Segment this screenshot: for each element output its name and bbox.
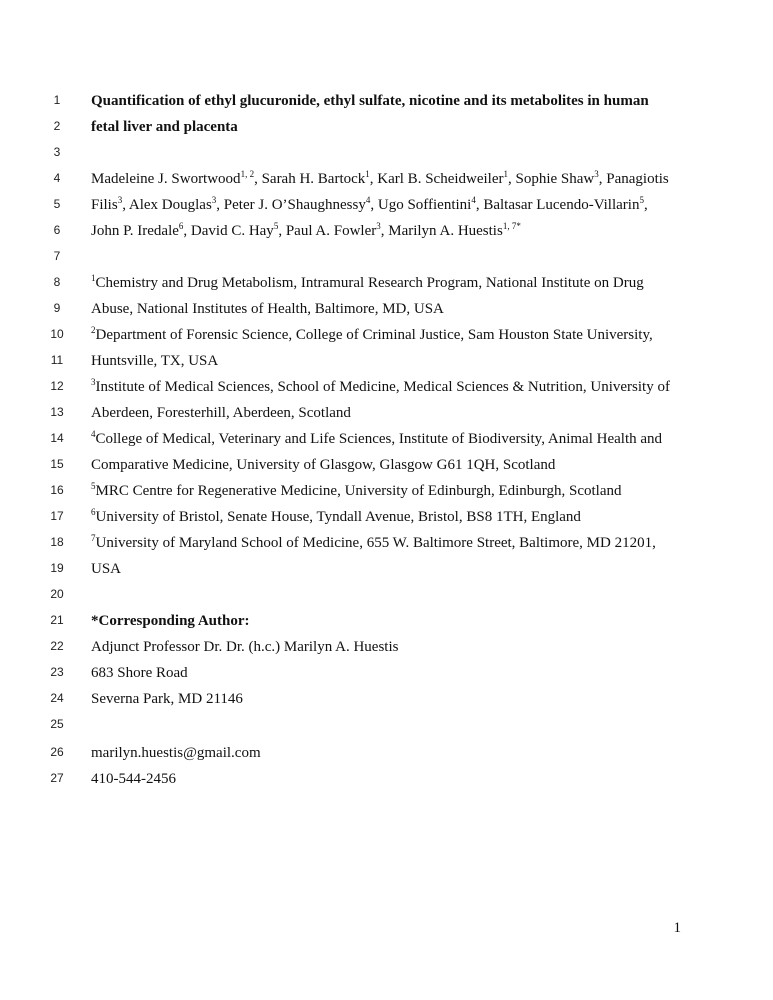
manuscript-line	[0, 634, 773, 660]
manuscript-line	[0, 244, 773, 270]
line-number: 3	[53, 145, 61, 159]
affiliation-marker: 5	[91, 481, 96, 491]
author-name: Panagiotis	[606, 171, 669, 187]
line-number: 20	[50, 587, 64, 601]
manuscript-line	[0, 426, 773, 452]
line-number: 13	[50, 405, 64, 419]
affiliation-1: $^1$Chemistry and Drug Metabolism, Intramural Research Program, National Institute on Drug	[91, 273, 644, 291]
manuscript-line	[0, 504, 773, 530]
line-number: 19	[50, 561, 64, 575]
manuscript-line	[0, 400, 773, 426]
affiliation-marker: 6	[91, 507, 96, 517]
author-name: Paul A. Fowler	[285, 223, 377, 239]
corresponding-author-name: Adjunct Professor Dr. Dr. (h.c.) Marilyn A. Huestis	[91, 639, 399, 655]
line-number: 5	[53, 197, 61, 211]
page-number: 1	[673, 920, 681, 936]
line-number: 11	[50, 353, 64, 367]
affiliation-2: $^2$Department of Forensic Science, College of Criminal Justice, Sam Houston State University,	[91, 325, 653, 343]
manuscript-line	[0, 740, 773, 766]
manuscript-line	[0, 322, 773, 348]
affiliation-1-cont: Abuse, National Institutes of Health, Baltimore, MD, USA	[91, 301, 444, 317]
manuscript-line	[0, 608, 773, 634]
manuscript-line	[0, 140, 773, 166]
line-number: 18	[50, 535, 64, 549]
line-number: 4	[53, 171, 61, 185]
manuscript-line	[0, 478, 773, 504]
affiliation-marker: 7	[91, 533, 96, 543]
author-affiliation-marker: 4	[365, 195, 371, 205]
manuscript-line	[0, 686, 773, 712]
author-name: Marilyn A. Huestis	[388, 223, 503, 239]
author-name: David C. Hay	[190, 223, 274, 239]
line-number: 17	[50, 509, 64, 523]
author-list-line-3: John P. Iredale$^6$, David C. Hay$^5$, Paul A. Fowler$^3$, Marilyn A. Huestis$^{1, 7*}$	[91, 221, 521, 239]
affiliation-7: $^7$University of Maryland School of Medicine, 655 W. Baltimore Street, Baltimore, MD 21201,	[91, 533, 656, 551]
author-name: Peter J. O’Shaughnessy	[223, 197, 366, 213]
author-affiliation-marker: 3	[211, 195, 217, 205]
author-name: Baltasar Lucendo-Villarin	[483, 197, 640, 213]
corresponding-author-email: marilyn.huestis@gmail.com	[91, 745, 261, 761]
affiliation-6: $^6$University of Bristol, Senate House, Tyndall Avenue, Bristol, BS8 1TH, England	[91, 507, 581, 525]
line-number: 14	[50, 431, 64, 445]
manuscript-line	[0, 296, 773, 322]
manuscript-line	[0, 766, 773, 792]
manuscript-line	[0, 270, 773, 296]
line-number: 27	[50, 771, 64, 785]
affiliation-3-cont: Aberdeen, Foresterhill, Aberdeen, Scotland	[91, 405, 351, 421]
manuscript-line	[0, 88, 773, 114]
line-number: 16	[50, 483, 64, 497]
manuscript-line	[0, 660, 773, 686]
corresponding-author-phone: 410-544-2456	[91, 771, 176, 787]
line-number: 26	[50, 745, 64, 759]
author-name: Ugo Soffientini	[377, 197, 472, 213]
author-name: John P. Iredale	[91, 223, 179, 239]
manuscript-line	[0, 582, 773, 608]
author-affiliation-marker: 3	[376, 221, 381, 231]
manuscript-line	[0, 530, 773, 556]
line-number: 22	[50, 639, 64, 653]
line-number: 7	[53, 249, 61, 263]
manuscript-line	[0, 218, 773, 244]
author-affiliation-marker: 1, 2	[240, 169, 255, 179]
author-affiliation-marker: 5	[273, 221, 279, 231]
title-line-2: fetal liver and placenta	[91, 119, 238, 135]
manuscript-line	[0, 374, 773, 400]
line-number: 25	[50, 717, 64, 731]
corresponding-author-heading: *Corresponding Author:	[91, 613, 250, 629]
line-number: 24	[50, 691, 64, 705]
affiliation-4-cont: Comparative Medicine, University of Glasgow, Glasgow G61 1QH, Scotland	[91, 457, 556, 473]
corresponding-author-city: Severna Park, MD 21146	[91, 691, 243, 707]
author-affiliation-marker: 1	[503, 169, 508, 179]
author-name: Madeleine J. Swortwood	[91, 171, 241, 187]
author-affiliation-marker: 3	[594, 169, 599, 179]
author-list-line-2: Filis$^3$, Alex Douglas$^3$, Peter J. O’Shaughnessy$^4$, Ugo Soffientini$^4$, Baltasar Lucendo-Villarin$^5$,	[91, 195, 648, 213]
author-name: Alex Douglas	[128, 197, 212, 213]
author-name: Sarah H. Bartock	[261, 171, 366, 187]
affiliation-3: $^3$Institute of Medical Sciences, School of Medicine, Medical Sciences & Nutrition, University of	[91, 377, 670, 395]
manuscript-line	[0, 192, 773, 218]
line-number: 10	[50, 327, 64, 341]
line-number: 9	[53, 301, 61, 315]
author-affiliation-marker: 4	[471, 195, 476, 205]
affiliation-4: $^4$College of Medical, Veterinary and Life Sciences, Institute of Biodiversity, Animal Health and	[91, 429, 663, 447]
affiliation-5: $^5$MRC Centre for Regenerative Medicine, University of Edinburgh, Edinburgh, Scotland	[91, 481, 622, 499]
author-affiliation-marker: 6	[178, 221, 184, 231]
affiliation-marker: 3	[91, 377, 96, 387]
corresponding-author-street: 683 Shore Road	[91, 665, 188, 681]
affiliation-7-cont: USA	[91, 561, 122, 577]
title-line-1: Quantification of ethyl glucuronide, ethyl sulfate, nicotine and its metabolites in human	[91, 93, 649, 109]
manuscript-line	[0, 114, 773, 140]
line-number: 1	[53, 93, 61, 107]
line-number: 6	[53, 223, 61, 237]
line-number: 21	[50, 613, 64, 627]
manuscript-line	[0, 556, 773, 582]
affiliation-marker: 4	[91, 429, 96, 439]
affiliation-2-cont: Huntsville, TX, USA	[91, 353, 219, 369]
manuscript-line	[0, 452, 773, 478]
line-number: 23	[50, 665, 64, 679]
affiliation-marker: 1	[91, 273, 96, 283]
manuscript-line	[0, 712, 773, 738]
manuscript-line	[0, 166, 773, 192]
author-affiliation-marker: 5	[639, 195, 644, 205]
author-affiliation-marker: 3	[117, 195, 123, 205]
author-name: Sophie Shaw	[515, 171, 595, 187]
manuscript-line	[0, 348, 773, 374]
line-number: 12	[50, 379, 64, 393]
author-name: Filis	[91, 197, 118, 213]
line-number: 8	[53, 275, 61, 289]
line-number: 15	[50, 457, 64, 471]
author-list-line-1: Madeleine J. Swortwood$^{1, 2}$, Sarah H. Bartock$^1$, Karl B. Scheidweiler$^1$, Sophie Shaw$^3$, Panagiotis	[91, 169, 669, 187]
line-number: 2	[53, 119, 61, 133]
author-affiliation-marker: 1	[365, 169, 370, 179]
author-name: Karl B. Scheidweiler	[377, 171, 504, 187]
affiliation-marker: 2	[91, 325, 96, 335]
author-affiliation-marker: 1, 7*	[502, 221, 521, 231]
